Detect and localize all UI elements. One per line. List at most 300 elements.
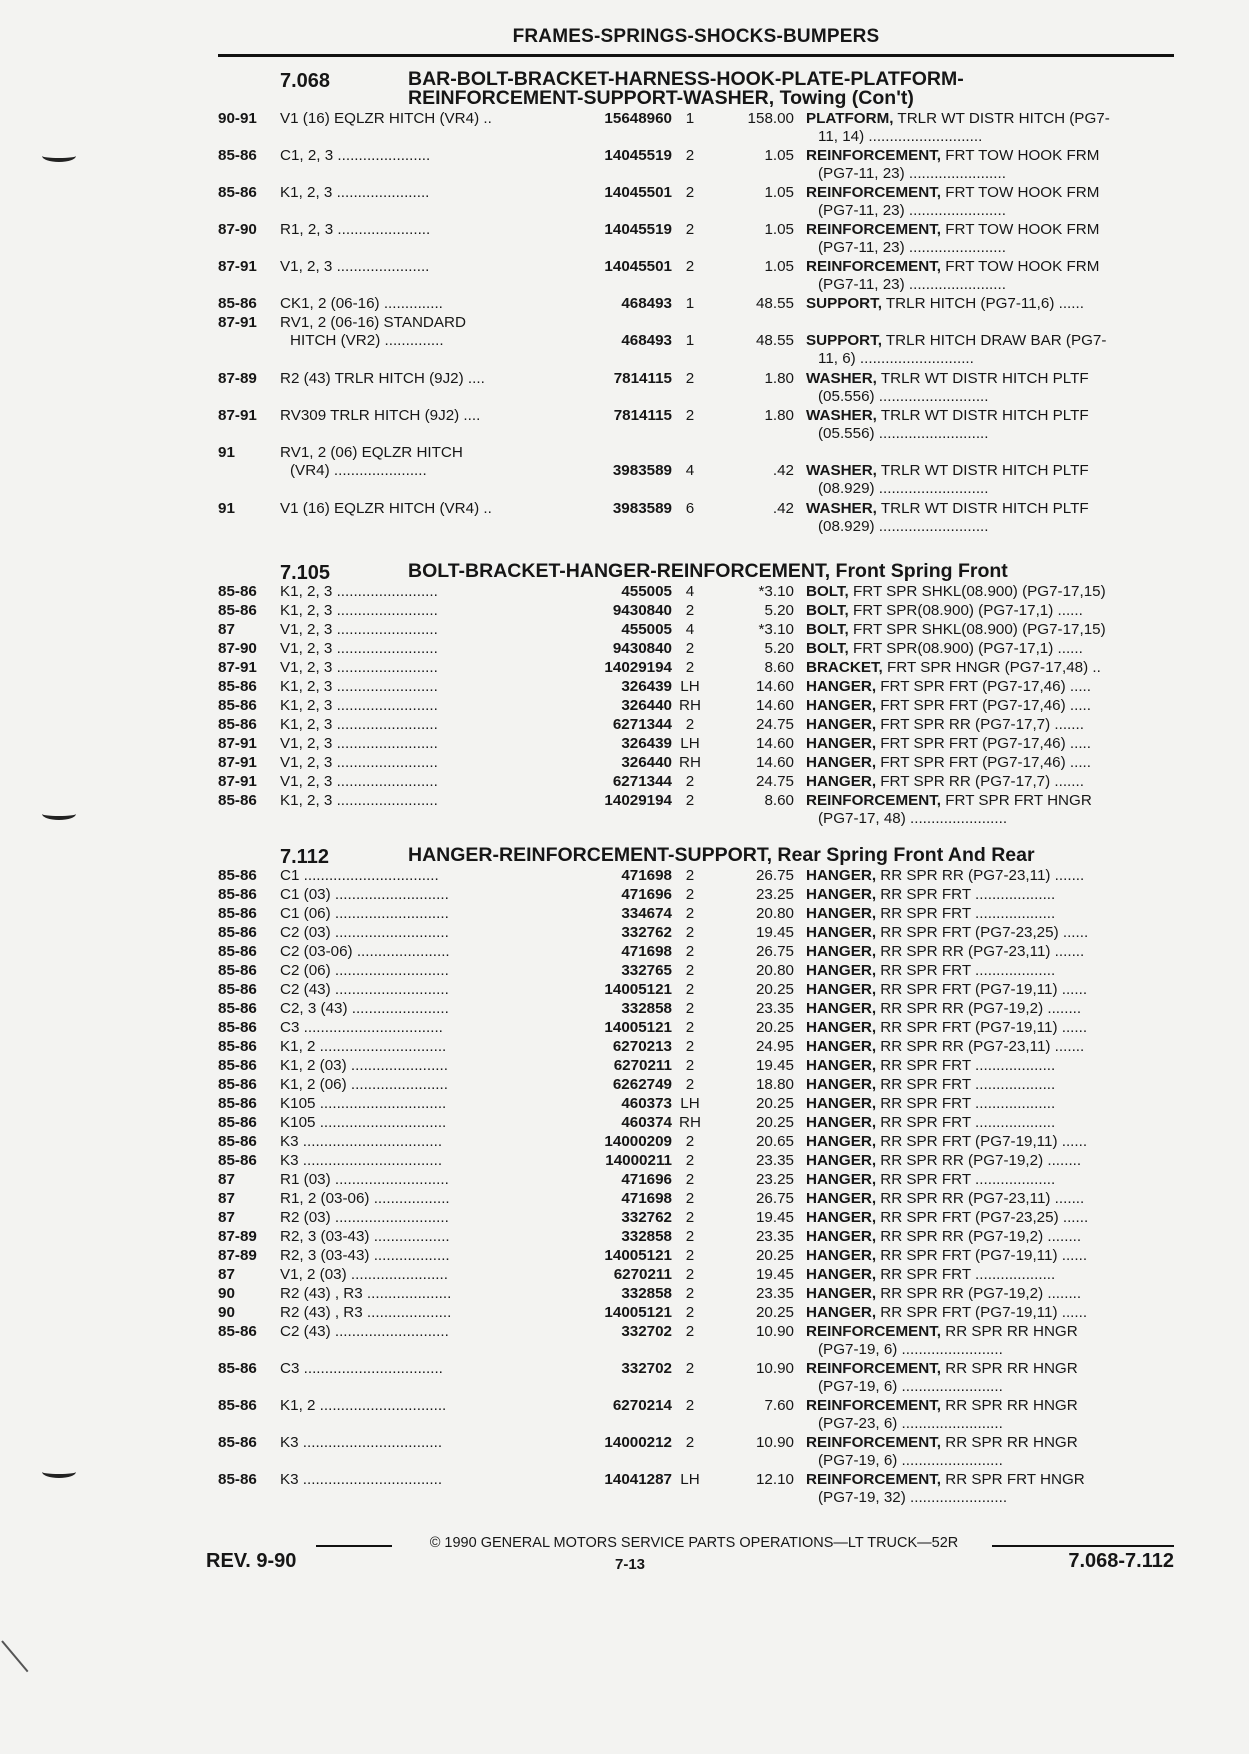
price: 8.60 bbox=[764, 792, 794, 809]
description-keyword: HANGER, bbox=[806, 1057, 877, 1074]
application: C1 ................................ bbox=[280, 867, 439, 884]
description-text: RR SPR RR (PG7-23,11) ....... bbox=[876, 943, 1085, 960]
part-number: 471698 bbox=[558, 943, 672, 961]
page-header-title: FRAMES-SPRINGS-SHOCKS-BUMPERS bbox=[512, 26, 880, 47]
price: 14.60 bbox=[755, 697, 794, 714]
application: K3 ................................. bbox=[280, 1471, 443, 1488]
part-number: 460373 bbox=[558, 1095, 672, 1113]
description-keyword: HANGER, bbox=[806, 1209, 877, 1226]
description-text: TRLR WT DISTR HITCH PLTF bbox=[876, 462, 1089, 479]
parts-list bbox=[218, 867, 1178, 1508]
price: 20.25 bbox=[755, 1304, 794, 1321]
table-row bbox=[218, 1057, 1178, 1076]
price: 5.20 bbox=[764, 602, 794, 619]
application: C1 (03) ........................... bbox=[280, 886, 449, 903]
part-number: 326440 bbox=[558, 697, 672, 715]
description bbox=[806, 1019, 1188, 1037]
description-continued: (PG7-17, 48) ....................... bbox=[818, 810, 1008, 827]
model-year: 85-86 bbox=[218, 905, 257, 922]
description-keyword: HANGER, bbox=[806, 735, 877, 752]
table-row bbox=[218, 981, 1178, 1000]
price: 24.95 bbox=[755, 1038, 794, 1055]
table-row bbox=[218, 1397, 1178, 1434]
table-row bbox=[218, 1000, 1178, 1019]
quantity: 2 bbox=[685, 184, 695, 201]
description-text: FRT SPR(08.900) (PG7-17,1) ...... bbox=[848, 602, 1083, 619]
table-row bbox=[218, 1190, 1178, 1209]
description-text: FRT SPR RR (PG7-17,7) ....... bbox=[876, 716, 1084, 733]
description bbox=[806, 962, 1188, 980]
description-keyword: BRACKET, bbox=[806, 659, 883, 676]
description-text: RR SPR FRT (PG7-19,11) ...... bbox=[876, 1247, 1088, 1264]
table-row bbox=[218, 735, 1178, 754]
part-number: 332762 bbox=[558, 1209, 672, 1227]
description-text: TRLR WT DISTR HITCH PLTF bbox=[876, 500, 1089, 517]
description bbox=[806, 773, 1188, 791]
price: 24.75 bbox=[755, 773, 794, 790]
description-keyword: REINFORCEMENT, bbox=[806, 258, 942, 275]
table-row bbox=[218, 716, 1178, 735]
table-row bbox=[218, 1095, 1178, 1114]
description bbox=[806, 678, 1188, 696]
table-row bbox=[218, 1304, 1178, 1323]
description bbox=[806, 697, 1188, 715]
application: C1 (06) ........................... bbox=[280, 905, 449, 922]
model-year: 85-86 bbox=[218, 1133, 257, 1150]
section-header bbox=[218, 844, 1178, 868]
section-number: 7.112 bbox=[280, 846, 329, 868]
model-year: 85-86 bbox=[218, 1000, 257, 1017]
quantity: 4 bbox=[685, 462, 695, 479]
price: 26.75 bbox=[755, 1190, 794, 1207]
section-7-068 bbox=[218, 70, 1178, 537]
quantity: 2 bbox=[685, 407, 695, 424]
table-row bbox=[218, 867, 1178, 886]
model-year: 90-91 bbox=[218, 110, 257, 127]
price: 19.45 bbox=[755, 924, 794, 941]
model-year: 85-86 bbox=[218, 1323, 257, 1340]
quantity: 2 bbox=[685, 886, 695, 903]
description-text: FRT SPR RR (PG7-17,7) ....... bbox=[876, 773, 1084, 790]
application: K1, 2 (03) ....................... bbox=[280, 1057, 448, 1074]
part-number: 14000209 bbox=[558, 1133, 672, 1151]
part-number: 6271344 bbox=[558, 773, 672, 791]
part-number: 14005121 bbox=[558, 981, 672, 999]
table-row bbox=[218, 943, 1178, 962]
application: K1, 2, 3 ........................ bbox=[280, 697, 438, 714]
description-keyword: HANGER, bbox=[806, 1190, 877, 1207]
quantity: 2 bbox=[685, 370, 695, 387]
quantity: 1 bbox=[685, 295, 695, 312]
table-row bbox=[218, 295, 1178, 314]
application: R1 (03) ........................... bbox=[280, 1171, 449, 1188]
part-number: 14029194 bbox=[558, 659, 672, 677]
model-year: 85-86 bbox=[218, 1434, 257, 1451]
application: V1, 2, 3 ...................... bbox=[280, 258, 430, 275]
parts-list bbox=[218, 110, 1178, 537]
description-keyword: HANGER, bbox=[806, 981, 877, 998]
description bbox=[806, 602, 1188, 620]
application: V1 (16) EQLZR HITCH (VR4) .. bbox=[280, 110, 492, 127]
application: K1, 2, 3 ........................ bbox=[280, 602, 438, 619]
price: 10.90 bbox=[755, 1323, 794, 1340]
model-year: 85-86 bbox=[218, 697, 257, 714]
application: K1, 2, 3 ........................ bbox=[280, 678, 438, 695]
model-year: 85-86 bbox=[218, 1152, 257, 1169]
description-text: TRLR WT DISTR HITCH (PG7- bbox=[893, 110, 1110, 127]
part-number: 326439 bbox=[558, 678, 672, 696]
description-text: FRT SPR HNGR (PG7-17,48) .. bbox=[882, 659, 1101, 676]
part-number: 468493 bbox=[558, 332, 672, 350]
description-keyword: SUPPORT, bbox=[806, 295, 882, 312]
quantity: 2 bbox=[685, 1152, 695, 1169]
description-keyword: HANGER, bbox=[806, 754, 877, 771]
table-row bbox=[218, 1247, 1178, 1266]
description-text: RR SPR FRT ................... bbox=[876, 905, 1056, 922]
description-continued: (PG7-11, 23) ....................... bbox=[818, 276, 1006, 293]
application: K1, 2, 3 ........................ bbox=[280, 716, 438, 733]
price: 5.20 bbox=[764, 640, 794, 657]
model-year: 85-86 bbox=[218, 716, 257, 733]
application: R1, 2 (03-06) .................. bbox=[280, 1190, 450, 1207]
section-7-112 bbox=[218, 846, 1178, 1508]
description bbox=[806, 905, 1188, 923]
section-title: HANGER-REINFORCEMENT-SUPPORT, Rear Spring Front And Rear bbox=[408, 844, 1035, 866]
price: 10.90 bbox=[755, 1434, 794, 1451]
quantity: 2 bbox=[685, 924, 695, 941]
part-number: 15648960 bbox=[558, 110, 672, 128]
description-keyword: WASHER, bbox=[806, 462, 877, 479]
table-row bbox=[218, 583, 1178, 602]
description-continued: 11, 14) ........................... bbox=[818, 128, 983, 145]
description-keyword: HANGER, bbox=[806, 678, 877, 695]
table-row bbox=[218, 659, 1178, 678]
description-text: RR SPR FRT (PG7-19,11) ...... bbox=[876, 981, 1088, 998]
application: K105 .............................. bbox=[280, 1114, 447, 1131]
part-number: 14045519 bbox=[558, 221, 672, 239]
model-year: 85-86 bbox=[218, 1057, 257, 1074]
table-row bbox=[218, 1323, 1178, 1360]
application: R2 (43) TRLR HITCH (9J2) .... bbox=[280, 370, 485, 387]
quantity: 2 bbox=[685, 1304, 695, 1321]
description-keyword: HANGER, bbox=[806, 1038, 877, 1055]
description-text: RR SPR RR HNGR bbox=[941, 1397, 1078, 1414]
application: K1, 2 .............................. bbox=[280, 1038, 447, 1055]
description bbox=[806, 1038, 1188, 1056]
price: 20.80 bbox=[755, 905, 794, 922]
table-row bbox=[218, 184, 1178, 221]
footer-copyright: © 1990 GENERAL MOTORS SERVICE PARTS OPERATIONS—LT TRUCK—52R bbox=[429, 1535, 959, 1551]
part-number: 471698 bbox=[558, 867, 672, 885]
part-number: 332702 bbox=[558, 1360, 672, 1378]
section-number: 7.068 bbox=[280, 70, 331, 92]
part-number: 6271344 bbox=[558, 716, 672, 734]
description-continued: (PG7-19, 6) ........................ bbox=[818, 1378, 1003, 1395]
model-year: 90 bbox=[218, 1285, 235, 1302]
description-text: RR SPR FRT (PG7-19,11) ...... bbox=[876, 1133, 1088, 1150]
description-keyword: HANGER, bbox=[806, 716, 877, 733]
part-number: 471696 bbox=[558, 1171, 672, 1189]
description-keyword: HANGER, bbox=[806, 1095, 877, 1112]
description-continued: (05.556) .......................... bbox=[818, 388, 989, 405]
description-text: RR SPR FRT ................... bbox=[876, 1057, 1056, 1074]
quantity: 2 bbox=[685, 1190, 695, 1207]
description bbox=[806, 1057, 1188, 1075]
binder-hole-mark bbox=[42, 808, 76, 820]
description bbox=[806, 258, 1188, 276]
description-keyword: HANGER, bbox=[806, 1247, 877, 1264]
binder-hole-mark bbox=[42, 1466, 76, 1478]
model-year: 87-91 bbox=[218, 314, 257, 331]
description-keyword: HANGER, bbox=[806, 1266, 877, 1283]
price: 19.45 bbox=[755, 1266, 794, 1283]
section-title: BAR-BOLT-BRACKET-HARNESS-HOOK-PLATE-PLATFORM- bbox=[408, 68, 964, 90]
application: R2, 3 (03-43) .................. bbox=[280, 1228, 450, 1245]
part-number: 332858 bbox=[558, 1228, 672, 1246]
price: 26.75 bbox=[755, 943, 794, 960]
part-number: 14005121 bbox=[558, 1247, 672, 1265]
part-number: 326440 bbox=[558, 754, 672, 772]
description-keyword: REINFORCEMENT, bbox=[806, 1434, 942, 1451]
table-row bbox=[218, 370, 1178, 407]
part-number: 7814115 bbox=[558, 370, 672, 388]
description-text: RR SPR FRT ................... bbox=[876, 1171, 1056, 1188]
quantity: 2 bbox=[685, 602, 695, 619]
description-keyword: HANGER, bbox=[806, 924, 877, 941]
price: 23.25 bbox=[755, 1171, 794, 1188]
description bbox=[806, 716, 1188, 734]
part-number: 332762 bbox=[558, 924, 672, 942]
quantity: 2 bbox=[685, 962, 695, 979]
description-keyword: HANGER, bbox=[806, 1152, 877, 1169]
description-keyword: BOLT, bbox=[806, 621, 849, 638]
description-keyword: HANGER, bbox=[806, 697, 877, 714]
table-row bbox=[218, 640, 1178, 659]
description-text: RR SPR FRT (PG7-19,11) ...... bbox=[876, 1304, 1088, 1321]
application: K3 ................................. bbox=[280, 1133, 443, 1150]
model-year: 85-86 bbox=[218, 1095, 257, 1112]
table-row bbox=[218, 1076, 1178, 1095]
quantity: 2 bbox=[685, 1434, 695, 1451]
description-text: FRT SPR FRT HNGR bbox=[941, 792, 1092, 809]
quantity: 2 bbox=[685, 659, 695, 676]
part-number: 14000212 bbox=[558, 1434, 672, 1452]
description bbox=[806, 1266, 1188, 1284]
description-text: RR SPR FRT HNGR bbox=[941, 1471, 1085, 1488]
description-keyword: HANGER, bbox=[806, 1000, 877, 1017]
description-keyword: REINFORCEMENT, bbox=[806, 1397, 942, 1414]
table-row bbox=[218, 697, 1178, 716]
description bbox=[806, 462, 1188, 480]
description bbox=[806, 370, 1188, 388]
model-year: 85-86 bbox=[218, 867, 257, 884]
description bbox=[806, 1133, 1188, 1151]
description-text: FRT SPR FRT (PG7-17,46) ..... bbox=[876, 678, 1091, 695]
description-keyword: WASHER, bbox=[806, 370, 877, 387]
table-row bbox=[218, 792, 1178, 829]
part-number: 326439 bbox=[558, 735, 672, 753]
price: 23.35 bbox=[755, 1285, 794, 1302]
binder-hole-mark bbox=[42, 150, 76, 162]
description-text: FRT TOW HOOK FRM bbox=[941, 258, 1100, 275]
price: 48.55 bbox=[755, 295, 794, 312]
table-row bbox=[218, 221, 1178, 258]
description-keyword: HANGER, bbox=[806, 1133, 877, 1150]
description bbox=[806, 924, 1188, 942]
page-crease bbox=[1, 1640, 28, 1672]
description bbox=[806, 1171, 1188, 1189]
description-text: TRLR WT DISTR HITCH PLTF bbox=[876, 370, 1089, 387]
description-keyword: HANGER, bbox=[806, 886, 877, 903]
description bbox=[806, 792, 1188, 810]
table-row bbox=[218, 444, 1178, 500]
quantity: 2 bbox=[685, 1360, 695, 1377]
price: 10.90 bbox=[755, 1360, 794, 1377]
model-year: 91 bbox=[218, 500, 235, 517]
application: R1, 2, 3 ...................... bbox=[280, 221, 431, 238]
table-row bbox=[218, 407, 1178, 444]
footer-revision: REV. 9-90 bbox=[206, 1550, 297, 1572]
description bbox=[806, 1076, 1188, 1094]
application: R2 (03) ........................... bbox=[280, 1209, 449, 1226]
description bbox=[806, 184, 1188, 202]
quantity: 2 bbox=[685, 981, 695, 998]
application: C2 (06) ........................... bbox=[280, 962, 449, 979]
table-row bbox=[218, 602, 1178, 621]
quantity: 2 bbox=[685, 792, 695, 809]
description bbox=[806, 621, 1188, 639]
application-continued: HITCH (VR2) .............. bbox=[290, 332, 444, 349]
model-year: 90 bbox=[218, 1304, 235, 1321]
quantity: 2 bbox=[685, 1000, 695, 1017]
quantity: 2 bbox=[685, 943, 695, 960]
application: RV1, 2 (06-16) STANDARD bbox=[280, 314, 466, 331]
part-number: 455005 bbox=[558, 621, 672, 639]
model-year: 85-86 bbox=[218, 184, 257, 201]
price: 48.55 bbox=[755, 332, 794, 349]
description-keyword: REINFORCEMENT, bbox=[806, 1323, 942, 1340]
part-number: 14000211 bbox=[558, 1152, 672, 1170]
part-number: 460374 bbox=[558, 1114, 672, 1132]
description-text: FRT SPR FRT (PG7-17,46) ..... bbox=[876, 754, 1091, 771]
description-text: FRT SPR(08.900) (PG7-17,1) ...... bbox=[848, 640, 1083, 657]
description bbox=[806, 500, 1188, 518]
section-header bbox=[218, 70, 1178, 108]
description bbox=[806, 1095, 1188, 1113]
price: 20.25 bbox=[755, 1019, 794, 1036]
price: .42 bbox=[772, 500, 794, 517]
model-year: 87-91 bbox=[218, 773, 257, 790]
quantity: LH bbox=[680, 1095, 700, 1112]
model-year: 91 bbox=[218, 444, 235, 461]
model-year: 87-91 bbox=[218, 407, 257, 424]
price: 12.10 bbox=[755, 1471, 794, 1488]
model-year: 85-86 bbox=[218, 943, 257, 960]
model-year: 87 bbox=[218, 1266, 235, 1283]
quantity: 2 bbox=[685, 1266, 695, 1283]
part-number: 6270213 bbox=[558, 1038, 672, 1056]
description-keyword: HANGER, bbox=[806, 1285, 877, 1302]
quantity: 4 bbox=[685, 621, 695, 638]
application: K1, 2 .............................. bbox=[280, 1397, 447, 1414]
description-text: RR SPR RR HNGR bbox=[941, 1323, 1078, 1340]
description-keyword: REINFORCEMENT, bbox=[806, 147, 942, 164]
description-text: FRT TOW HOOK FRM bbox=[941, 147, 1100, 164]
description-text: RR SPR FRT ................... bbox=[876, 962, 1056, 979]
quantity: 2 bbox=[685, 640, 695, 657]
description-keyword: HANGER, bbox=[806, 867, 877, 884]
application: C2 (43) ........................... bbox=[280, 981, 449, 998]
description-text: TRLR HITCH (PG7-11,6) ...... bbox=[881, 295, 1084, 312]
application: C2 (03-06) ...................... bbox=[280, 943, 450, 960]
description-keyword: WASHER, bbox=[806, 407, 877, 424]
description bbox=[806, 981, 1188, 999]
application-continued: (VR4) ...................... bbox=[290, 462, 427, 479]
application: C2, 3 (43) ....................... bbox=[280, 1000, 449, 1017]
description-text: RR SPR FRT (PG7-23,25) ...... bbox=[876, 924, 1089, 941]
description-keyword: REINFORCEMENT, bbox=[806, 1360, 942, 1377]
part-number: 6270211 bbox=[558, 1266, 672, 1284]
description-text: RR SPR FRT (PG7-23,25) ...... bbox=[876, 1209, 1089, 1226]
description-keyword: HANGER, bbox=[806, 1019, 877, 1036]
description-text: RR SPR RR (PG7-19,2) ........ bbox=[876, 1228, 1082, 1245]
quantity: 2 bbox=[685, 1247, 695, 1264]
part-number: 14029194 bbox=[558, 792, 672, 810]
price: 20.65 bbox=[755, 1133, 794, 1150]
price: 23.35 bbox=[755, 1228, 794, 1245]
description-keyword: HANGER, bbox=[806, 773, 877, 790]
model-year: 87-89 bbox=[218, 370, 257, 387]
table-row bbox=[218, 314, 1178, 370]
model-year: 85-86 bbox=[218, 1019, 257, 1036]
application: V1, 2, 3 ........................ bbox=[280, 621, 438, 638]
application: V1, 2 (03) ....................... bbox=[280, 1266, 448, 1283]
description bbox=[806, 407, 1188, 425]
part-number: 9430840 bbox=[558, 602, 672, 620]
price: 24.75 bbox=[755, 716, 794, 733]
table-row bbox=[218, 886, 1178, 905]
part-number: 9430840 bbox=[558, 640, 672, 658]
description-keyword: REINFORCEMENT, bbox=[806, 184, 942, 201]
application: C2 (43) ........................... bbox=[280, 1323, 449, 1340]
table-row bbox=[218, 1471, 1178, 1508]
description-text: RR SPR RR (PG7-19,2) ........ bbox=[876, 1000, 1082, 1017]
price: 14.60 bbox=[755, 735, 794, 752]
table-row bbox=[218, 110, 1178, 147]
model-year: 85-86 bbox=[218, 1076, 257, 1093]
description bbox=[806, 943, 1188, 961]
table-row bbox=[218, 500, 1178, 537]
model-year: 87 bbox=[218, 1171, 235, 1188]
part-number: 471696 bbox=[558, 886, 672, 904]
description bbox=[806, 1152, 1188, 1170]
description-text: TRLR HITCH DRAW BAR (PG7- bbox=[881, 332, 1107, 349]
model-year: 87-91 bbox=[218, 258, 257, 275]
table-row bbox=[218, 1038, 1178, 1057]
quantity: 2 bbox=[685, 905, 695, 922]
application: K1, 2, 3 ...................... bbox=[280, 184, 430, 201]
quantity: RH bbox=[679, 1114, 701, 1131]
description bbox=[806, 221, 1188, 239]
description-keyword: HANGER, bbox=[806, 1228, 877, 1245]
price: .42 bbox=[772, 462, 794, 479]
part-number: 14045501 bbox=[558, 258, 672, 276]
description-continued: (PG7-11, 23) ....................... bbox=[818, 202, 1006, 219]
price: 14.60 bbox=[755, 678, 794, 695]
model-year: 87-90 bbox=[218, 640, 257, 657]
model-year: 85-86 bbox=[218, 924, 257, 941]
part-number: 14045519 bbox=[558, 147, 672, 165]
